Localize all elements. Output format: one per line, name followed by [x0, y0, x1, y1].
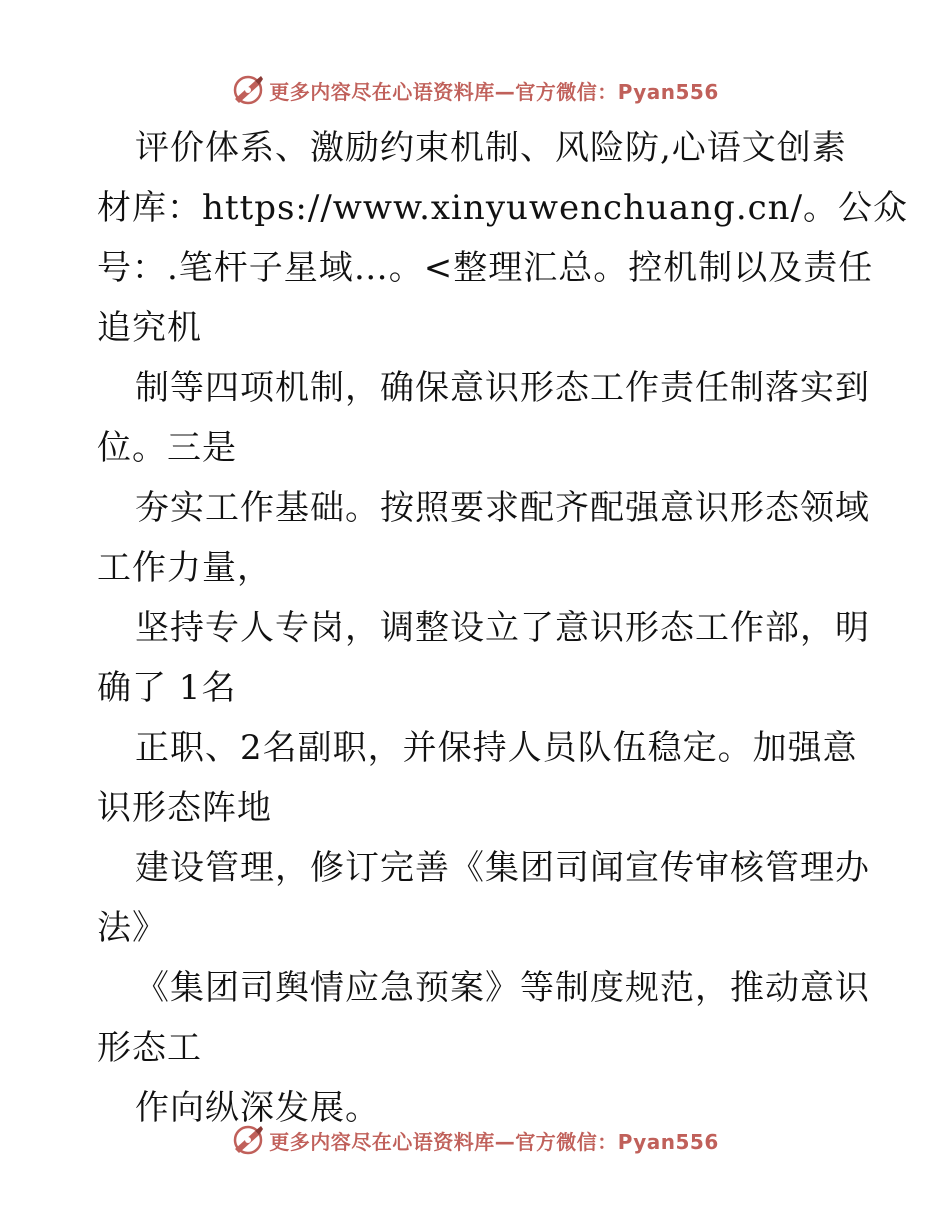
text-line: 《集团司舆情应急预案》等制度规范，推动意识	[135, 968, 870, 1008]
text-line: 夯实工作基础。按照要求配齐配强意识形态领域	[135, 488, 870, 528]
footer-banner	[0, 1120, 950, 1160]
text-line: 识形态阵地	[97, 788, 272, 828]
text-line: 追究机	[97, 308, 202, 348]
text-line: 建设管理，修订完善《集团司闻宣传审核管理办	[135, 848, 870, 888]
text-line: 号：.笔杆子星域…。<整理汇总。控机制以及责任	[97, 248, 874, 288]
text-line: 形态工	[97, 1028, 202, 1068]
text-line: 法》	[97, 908, 167, 948]
text-line: 确了 1名	[97, 668, 237, 708]
banner-text: 更多内容尽在心语资料库—官方微信：Pyan556	[269, 1129, 719, 1154]
text-line: 工作力量，	[97, 548, 272, 588]
pen-logo-icon	[231, 1123, 265, 1157]
pen-logo-icon	[231, 73, 265, 107]
text-line: 材库：https://www.xinyuwenchuang.cn/。公众	[97, 188, 909, 228]
text-line: 制等四项机制，确保意识形态工作责任制落实到	[135, 368, 870, 408]
text-line: 作向纵深发展。	[135, 1088, 380, 1128]
text-line: 评价体系、激励约束机制、风险防,心语文创素	[135, 128, 847, 168]
document-body	[97, 118, 909, 1138]
banner-text: 更多内容尽在心语资料库—官方微信：Pyan556	[269, 79, 719, 104]
text-line: 位。三是	[97, 428, 237, 468]
text-line: 正职、2名副职，并保持人员队伍稳定。加强意	[135, 728, 858, 768]
header-banner	[0, 70, 950, 110]
text-line: 坚持专人专岗，调整设立了意识形态工作部，明	[135, 608, 870, 648]
